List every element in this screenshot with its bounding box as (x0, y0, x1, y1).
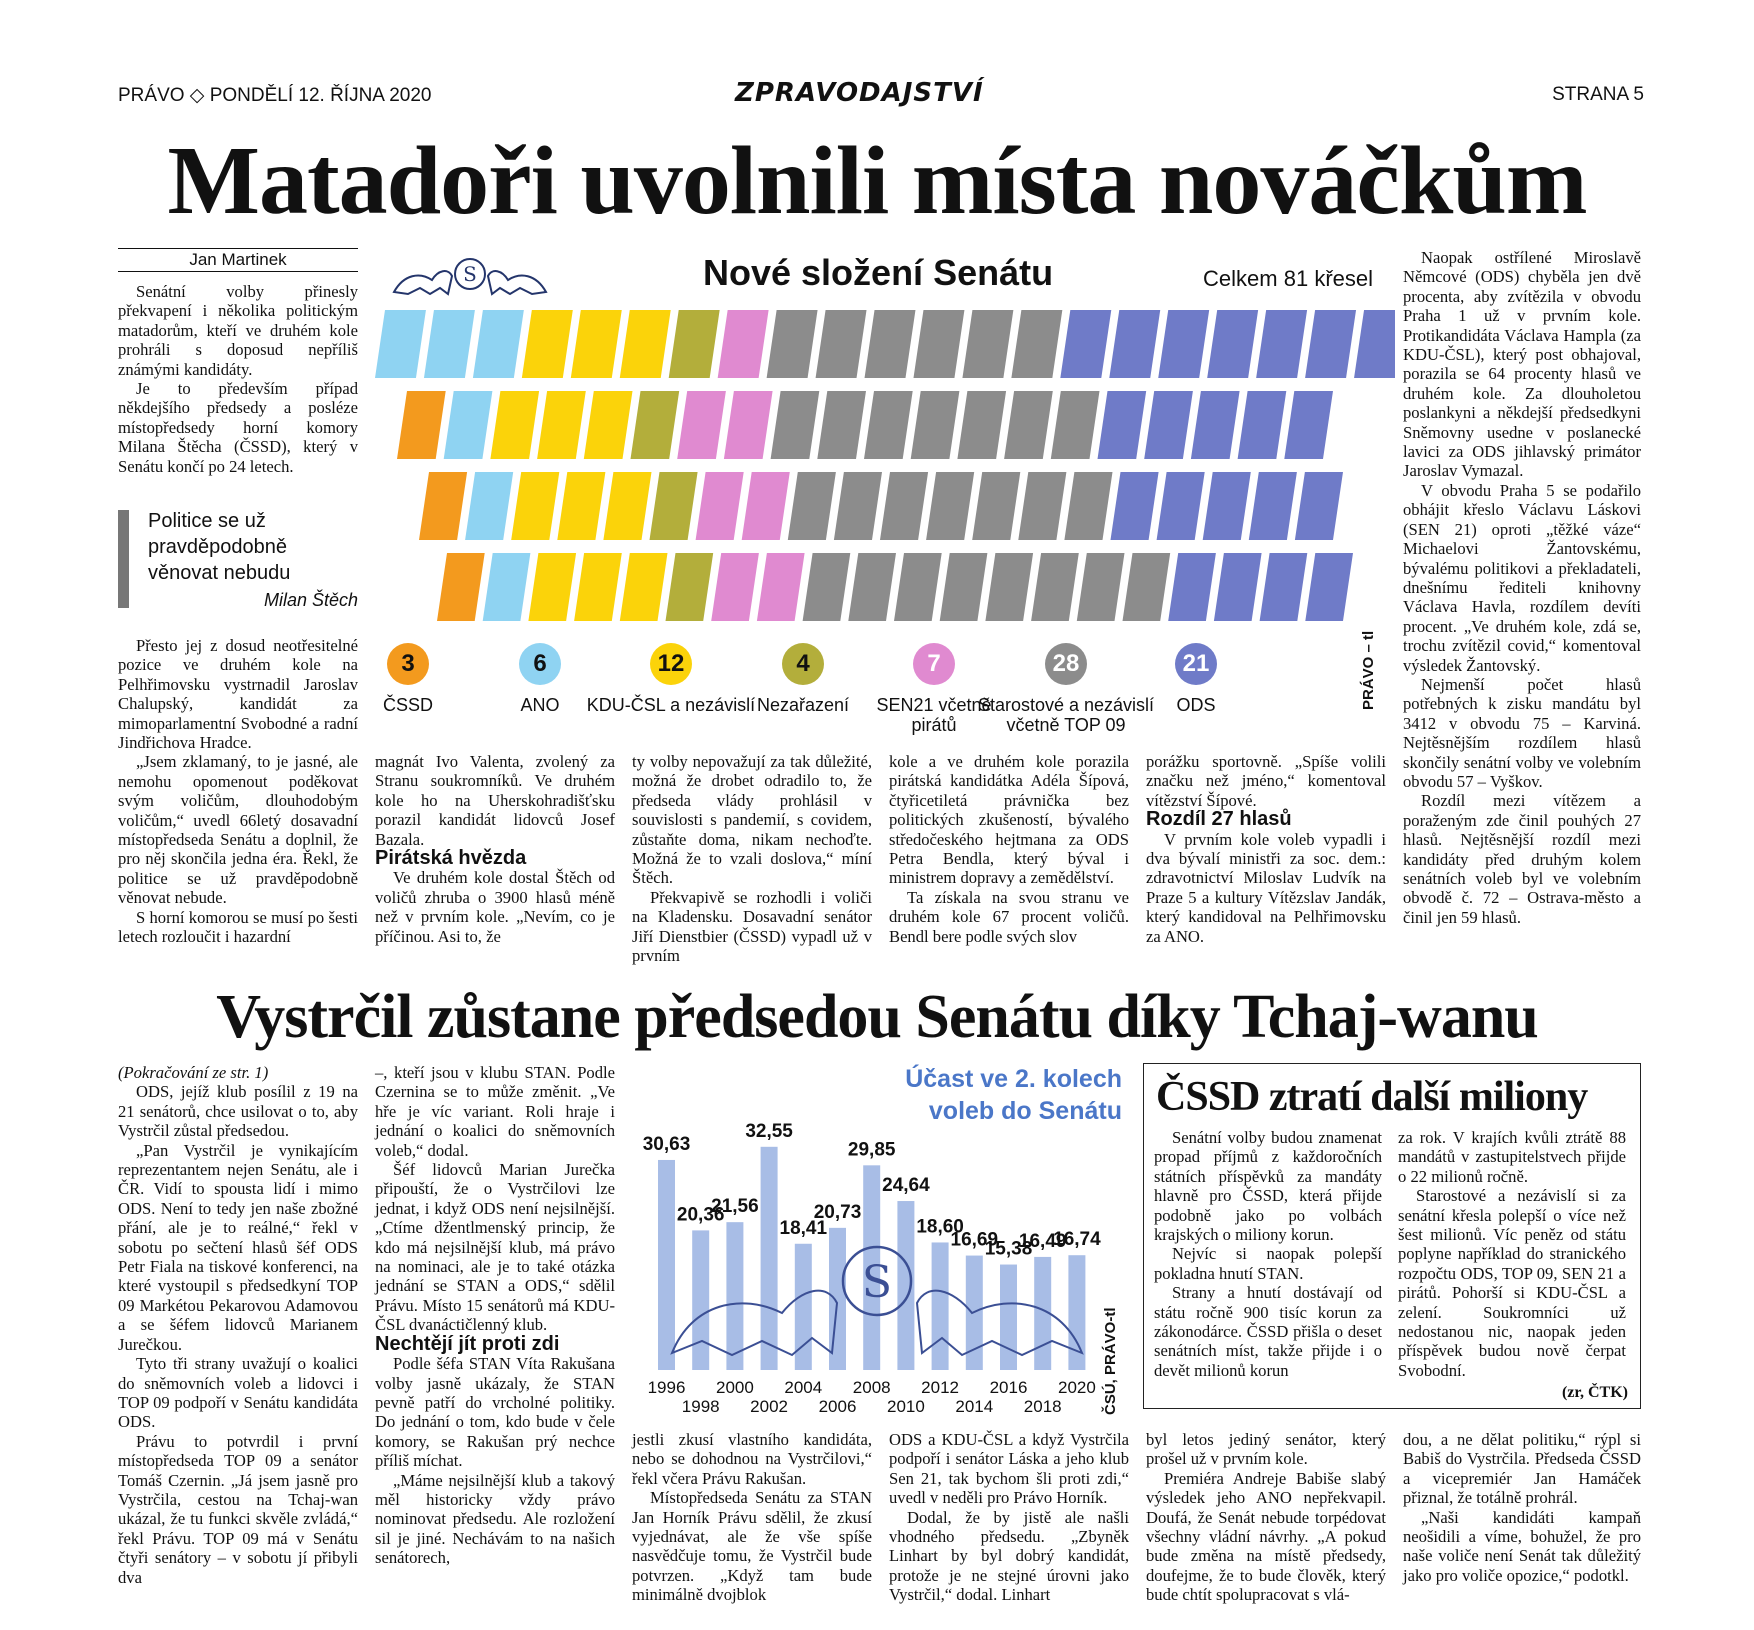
seat-block-stan (1011, 310, 1062, 378)
paragraph: „Pan Vystrčil je vynikajícím reprezentantem nejen Senátu, ale i ČR. Vidí to spousta lidí i mimo ODS. Není to tedy jen naše zbožné přání, ale je to reálné,“ řekl v sobotu po sečtení hlasů šéf ODS Petr Fiala na tiskové konferenci, na které vystoupil s předsedkyní TOP 09 Markétou Pekarovou Adamovou a se šéfem lidovců Marianem Jurečkou. (118, 1140, 358, 1354)
seat-block-ano (483, 553, 531, 621)
seat-block-ano (465, 472, 513, 540)
article1-column-6 (1403, 248, 1641, 927)
article2-column-3 (632, 1430, 872, 1605)
article2-column-5 (1146, 1430, 1386, 1605)
paragraph: Podle šéfa STAN Víta Rakušana volby jasně ukázaly, že STAN pevně patří do vrcholné politiky. Do jednání o tom, kdo bude v čele komory, se Rakušan prý nechce příliš míchat. (375, 1354, 615, 1471)
article2-column-1 (118, 1063, 358, 1587)
seat-block-stan (962, 310, 1013, 378)
chart-year-label: 1998 (681, 1397, 720, 1416)
seat-block-stan (767, 310, 818, 378)
seat-block-stan (864, 391, 913, 459)
paragraph: za rok. V krajích kvůli ztrátě 88 mandátů v zastupitelstvech přijde o 22 milionů ročně. (1398, 1128, 1626, 1186)
seat-block-ods (1109, 310, 1160, 378)
seat-block-ano (424, 310, 475, 378)
graphic-source: PRÁVO – tl (1360, 630, 1377, 710)
chart-year-label: 2018 (1023, 1397, 1062, 1416)
paragraph: Premiéra Andreje Babiše slabý výsledek jeho ANO nepřekvapil. Doufá, že Senát nebude torpédovat všechny vládní návrhy. „A pokud bude změna na místě předsedy, doufejme, že to bude člověk, který bude chtít spolupracovat s vlá- (1146, 1468, 1386, 1605)
seat-block-stan (817, 391, 866, 459)
graphic-total: Celkem 81 křesel (1203, 266, 1373, 291)
article1-column-3 (632, 752, 872, 965)
paragraph: ty volby nepovažují za tak důležité, možná že drobet odradilo to, že předseda vlády prohlásil v souvislosti s pandemií, s covidem, zůstaňte doma, nikam nechoďte. Možná že to vzali doslova,“ míní Štěch. (632, 752, 872, 888)
subheading: Pirátská hvězda (375, 847, 527, 870)
article1-author: Jan Martinek (118, 248, 358, 272)
chart-data-label: 18,41 (779, 1217, 828, 1239)
seat-block-kdu (584, 391, 633, 459)
party-count-badge: 4 (782, 643, 824, 685)
seat-block-cssd (397, 391, 446, 459)
seat-block-sen21 (757, 553, 805, 621)
chart-data-label: 16,69 (950, 1229, 999, 1251)
chart-data-label: 18,60 (916, 1216, 964, 1238)
chart-year-label: 2006 (818, 1397, 857, 1416)
seat-block-stan (957, 391, 1006, 459)
seat-block-ods (1158, 310, 1209, 378)
seat-block-ods (1256, 310, 1307, 378)
paragraph: porážku sportovně. „Spíše volili značku než jméno,“ komentoval vítězství Šípové. (1146, 752, 1386, 810)
seat-block-kdu (571, 310, 622, 378)
seat-block-ano (473, 310, 524, 378)
chart-year-label: 2012 (921, 1378, 960, 1397)
senate-graphic (375, 248, 1395, 738)
seat-block-sen21 (711, 553, 759, 621)
paragraph: S horní komorou se musí po šesti letech rozloučit i hazardní (118, 907, 358, 947)
seat-block-kdu (511, 472, 559, 540)
quote-bar (118, 510, 129, 608)
chart-year-label: 2004 (784, 1378, 823, 1397)
seat-block-ods (1203, 472, 1251, 540)
paragraph: Místopředseda Senátu za STAN Jan Horník Právu sdělil, že zkusí vyjednávat, ale že vše spíše nasvědčuje tomu, že Vystrčil bude potvrzen. „Když tam bude minimálně dvojblok (632, 1488, 872, 1605)
seat-block-sen21 (718, 310, 769, 378)
chart-bar (761, 1147, 778, 1370)
seat-block-stan (816, 310, 867, 378)
seat-block-kdu (528, 553, 576, 621)
party-label: KDU-ČSL a nezávislí (586, 695, 756, 715)
party-label: Nezařazení (756, 695, 850, 715)
chart-data-label: 24,64 (882, 1175, 930, 1197)
article1-column-5 (1146, 752, 1386, 946)
seat-block-kdu (620, 310, 671, 378)
seat-block-ano (444, 391, 493, 459)
seat-block-ods (1249, 472, 1297, 540)
chart-data-label: 16,74 (1053, 1229, 1101, 1251)
chart-year-label: 2008 (852, 1378, 891, 1397)
chart-year-label: 2010 (886, 1397, 925, 1416)
seat-block-stan (803, 553, 851, 621)
party-count-badge: 3 (387, 643, 429, 685)
chart-year-label: 2020 (1057, 1378, 1096, 1397)
party-label: ODS (1176, 695, 1216, 715)
party-legend (375, 643, 1375, 738)
party-label: ANO (520, 695, 560, 715)
article2-headline: Vystrčil zůstane předsedou Senátu díky Tchaj-wanu (216, 983, 1538, 1051)
party-count-badge: 28 (1045, 643, 1087, 685)
chart-source: ČSÚ, PRÁVO-tl (1102, 1307, 1119, 1415)
seat-block-kdu (574, 553, 622, 621)
seat-block-ods (1295, 472, 1343, 540)
article1-column-4 (889, 752, 1129, 946)
seat-block-cssd (419, 472, 467, 540)
seat-block-stan (913, 310, 964, 378)
chart-data-label: 16,49 (1018, 1230, 1067, 1252)
chart-year-label: 2014 (955, 1397, 994, 1416)
seat-block-ods (1354, 310, 1395, 378)
paragraph: Dodal, že by jistě ale našli vhodného předsedu. „Zbyněk Linhart by byl dobrý kandidát, protože je ne stejné úrovni jako Vystrčil,“ dodal. Linhart (889, 1507, 1129, 1605)
party-count-badge: 7 (913, 643, 955, 685)
paragraph: magnát Ivo Valenta, zvolený za Stranu soukromníků. Ve druhém kole ho na Uherskohradišťsku porazil kandidát lidovců Josef Bazala. (375, 752, 615, 849)
chart-data-label: 21,56 (711, 1196, 759, 1218)
side-box (1143, 1063, 1641, 1409)
chart-bar (692, 1230, 709, 1370)
seat-block-ods (1191, 391, 1240, 459)
seat-block-ods (1144, 391, 1193, 459)
box-column-1 (1154, 1128, 1382, 1380)
seat-block-cssd (437, 553, 485, 621)
seat-blocks (375, 248, 1395, 628)
article1-column-1-continued (118, 636, 358, 947)
seat-block-stan (834, 472, 882, 540)
seat-block-stan (985, 553, 1033, 621)
box-signature: (zr, ČTK) (1561, 1384, 1628, 1401)
seat-block-stan (1064, 472, 1112, 540)
seat-block-nez (650, 472, 698, 540)
party-label: ČSSD (382, 695, 433, 715)
seat-block-stan (926, 472, 974, 540)
seat-block-sen21 (724, 391, 773, 459)
seat-block-ods (1305, 553, 1353, 621)
seat-block-stan (1004, 391, 1053, 459)
paragraph: Naopak ostřílené Miroslavě Němcové (ODS) chyběla jen dvě procenta, aby zvítězila v obvodu Praha 1 už v prvním kole. Protikandidáta Václava Hampla (za KDU-ČSL), který post obhajoval, porazila se 64 procenty hlasů ve druhém kole. Za dlouholetou poslankyni a někdejší předsedkyni Sněmovny usedne v poslanecké lavici za ODS jihlavský primátor Jaroslav Vymazal. (1403, 248, 1641, 481)
seat-block-ods (1214, 553, 1262, 621)
seat-block-stan (1051, 391, 1100, 459)
subheading: Nechtějí jít proti zdi (375, 1332, 560, 1355)
chart-data-label: 20,36 (676, 1204, 725, 1226)
box-title: ČSSD ztratí další miliony (1156, 1074, 1588, 1120)
seat-block-ano (375, 310, 426, 378)
seat-block-nez (631, 391, 680, 459)
seat-block-sen21 (696, 472, 744, 540)
party-label: Starostové a nezávislí včetně TOP 09 (977, 695, 1155, 735)
chart-bar (1000, 1265, 1017, 1370)
box-column-2 (1398, 1128, 1626, 1380)
seat-block-stan (940, 553, 988, 621)
seat-block-stan (1123, 553, 1171, 621)
party-count-badge: 6 (519, 643, 561, 685)
page-number: STRANA 5 (1552, 84, 1644, 105)
seat-block-stan (880, 472, 928, 540)
chart-year-label: 2002 (750, 1397, 789, 1416)
quote-author: Milan Štěch (263, 590, 358, 610)
paragraph: „Jsem zklamaný, to je jasné, ale nemohu opomenout poděkovat svým voličům, dlouhodobým voličům,“ uvedl 66letý dosavadní místopředseda Senátu a doplnil, že pro něj skončila jedna éra. Řekl, že politice se už pravděpodobně věnovat nebude. (118, 752, 358, 908)
chart-year-label: 1996 (647, 1378, 686, 1397)
seat-block-ods (1238, 391, 1287, 459)
continuation-note: (Pokračování ze str. 1) (118, 1063, 269, 1082)
paragraph: –, kteří jsou v klubu STAN. Podle Czernina se to může změnit. „Ve hře je víc variant. Roli hraje i jednání o koalici do sněmovních voleb,“ dodal. (375, 1063, 615, 1160)
seat-block-ods (1168, 553, 1216, 621)
seat-block-ods (1284, 391, 1333, 459)
chart-year-label: 2000 (715, 1378, 754, 1397)
article1-headline: Matadoři uvolnili místa nováčkům (167, 127, 1587, 235)
chart-bar (658, 1160, 675, 1370)
seat-block-stan (788, 472, 836, 540)
chart-title: Účast ve 2. kolech voleb do Senátu (905, 1065, 1122, 1125)
paragraph: jestli zkusí vlastního kandidáta, nebo se dohodnou na Vystrčilovi,“ řekl včera Právu Rakušan. (632, 1430, 872, 1488)
paragraph: Rozdíl mezi vítězem a poraženým zde činil pouhých 27 hlasů. Nejtěsnější rozdíl mezi kandidáty před druhým kolem senátních voleb byl ve volebním obvodě č. 72 – Ostrava-město a činil jen 59 hlasů. (1403, 791, 1641, 927)
seat-block-ods (1207, 310, 1258, 378)
seat-block-ods (1098, 391, 1147, 459)
paragraph: „Máme nejsilnější klub a takový měl historicky vždy právo nominovat předsedu. Ale rozložení sil je jiné. Nechávám to na našich senátorech, (375, 1470, 615, 1568)
paragraph: Právu to potvrdil i první místopředseda TOP 09 a senátor Tomáš Czernin. „Já jsem jasně pro Vystrčila, cestou na Tchaj-wan ukázal, že tu funkci skvěle zvládá,“ řekl Právu. TOP 09 má v Senátu čtyři senátory – v sobotu jí přibyli dva (118, 1431, 358, 1587)
seat-block-stan (848, 553, 896, 621)
article2-column-2 (375, 1063, 615, 1568)
seat-block-ods (1260, 553, 1308, 621)
paragraph: Ve druhém kole dostal Štěch od voličů zhruba o 3900 hlasů méně než v prvním kole. „Nevím, co je příčinou. Asi to, že (375, 868, 615, 946)
seat-block-nez (669, 310, 720, 378)
article2-column-6 (1403, 1430, 1641, 1585)
quote-text: Politice se už pravděpodobně věnovat nebudu (148, 510, 291, 584)
seat-block-kdu (537, 391, 586, 459)
chart-data-label: 30,63 (642, 1133, 691, 1155)
paragraph: Šéf lidovců Marian Jurečka připouští, že o Vystrčilovi lze jednat, i když ODS není nejsilnější. „Ctíme džentlmenský princip, že kdo má nejsilnější klub, má právo na nominaci, ale je to také otázka jednání se STAN a ODS,“ sdělil Právu. Místo 15 senátorů má KDU-ČSL dvanáctičlenný klub. (375, 1160, 615, 1335)
chart-data-label: 29,85 (847, 1139, 896, 1161)
seat-block-stan (894, 553, 942, 621)
chart-bar (932, 1242, 949, 1370)
section-title: ZPRAVODAJSTVÍ (735, 78, 984, 108)
chart-data-label: 20,73 (813, 1201, 862, 1223)
seat-block-kdu (490, 391, 539, 459)
seat-block-ods (1305, 310, 1356, 378)
seat-block-ods (1060, 310, 1111, 378)
svg-text:S: S (861, 1257, 893, 1308)
pull-quote (118, 508, 358, 608)
paragraph: Překvapivě se rozhodli i voliči na Kladensku. Dosavadní senátor Jiří Dienstbier (ČSSD) vypadl už v prvním (632, 887, 872, 966)
seat-block-ods (1111, 472, 1159, 540)
paragraph: V prvním kole voleb vypadli i dva bývalí ministři za soc. dem.: zdravotnictví Miloslav Ludvík na Praze 5 a kultury Vítězslav Jandák, který kandidoval na Pelhřimovsku za ANO. (1146, 829, 1386, 946)
seat-block-stan (1077, 553, 1125, 621)
page-date: PRÁVO ◇ PONDĚLÍ 12. ŘÍJNA 2020 (118, 85, 432, 106)
seat-block-sen21 (742, 472, 790, 540)
seat-block-kdu (522, 310, 573, 378)
seat-block-stan (911, 391, 960, 459)
seat-block-ods (1157, 472, 1205, 540)
seat-block-nez (666, 553, 714, 621)
party-count-badge: 12 (650, 643, 692, 685)
chart-data-label: 32,55 (745, 1120, 793, 1142)
paragraph: Je to především případ někdejšího předsedy a posléze místopředsedy horní komory Milana Štěcha (ČSSD), který v Senátu končí po 24 letech. (118, 379, 358, 476)
paragraph: Senátní volby přinesly překvapení i několika politickým matadorům, kteří ve druhém kole prohráli s doposud nepříliš známými kandidáty. (118, 282, 358, 379)
seat-block-kdu (557, 472, 605, 540)
seat-block-stan (771, 391, 820, 459)
paragraph: Nejvíc si naopak polepší pokladna hnutí STAN. (1154, 1244, 1382, 1283)
paragraph: „Naši kandidáti kampaň neošidili a víme, bohužel, že pro naše voliče není Senát tak důležitý jako pro voliče opozice,“ podotkl. (1403, 1507, 1641, 1585)
paragraph: Starostové a nezávislí si za senátní křesla polepší o více než šest milionů. Víc peněz od státu poplyne například do stranického rozpočtu ODS, TOP 09, SEN 21 a pirátů. Pohorší si KDU-ČSL a zelení. Soukromníci už nedostanou nic, naopak jeden příspěvek budou nově čerpat Svobodní. (1398, 1186, 1626, 1380)
party-count-badge: 21 (1175, 643, 1217, 685)
seat-block-sen21 (677, 391, 726, 459)
paragraph: Senátní volby budou znamenat propad příjmů z každoročních státních příspěvků za mandáty hlavně pro ČSSD, která přijde podobně jako po volbách krajských o miliony korun. (1154, 1128, 1382, 1245)
paragraph: Tyto tři strany uvažují o koalici do sněmovních voleb a lidovci i TOP 09 podpoří v Senátu kandidáta ODS. (118, 1354, 358, 1432)
seat-block-stan (1031, 553, 1079, 621)
paragraph: ODS, jejíž klub posílil z 19 na 21 senátorů, chce usilovat o to, aby Vystrčil zůstal předsedou. (118, 1082, 358, 1141)
article1-column-2 (375, 752, 615, 946)
turnout-chart (632, 1063, 1132, 1425)
seat-block-kdu (603, 472, 651, 540)
seat-block-stan (1018, 472, 1066, 540)
paragraph: ODS a KDU-ČSL a když Vystrčila podpoří i senátor Láska a jeho klub Sen 21, tak bychom šli proti zdi,“ uvedl v neděli pro Právo Horník. (889, 1430, 1129, 1508)
paragraph: dou, a ne dělat politiku,“ rýpl si Babiš do Vystrčila. Předseda ČSSD a vicepremiér Jan Hamáček přiznal, že totálně prohrál. (1403, 1430, 1641, 1508)
party-label: SEN21 včetně pirátů (876, 695, 992, 735)
paragraph: V obvodu Praha 5 se podařilo obhájit křeslo Václavu Láskovi (SEN 21) oproti „těžké váze“ Michaelovi Žantovskému, bývalému politikovi a překladateli, dnešnímu řediteli knihovny Václava Havla, rozdílem devíti procent. „Ve druhém kole, zdá se, trochu zvítězil covid,“ komentoval výsledek Žantovský. (1403, 480, 1641, 675)
article1-column-1 (118, 282, 358, 476)
chart-data-label: 15,38 (984, 1238, 1033, 1260)
paragraph: byl letos jediný senátor, který prošel už v prvním kole. (1146, 1430, 1386, 1469)
paragraph: Přesto jej z dosud neotřesitelné pozice ve druhém kole na Pelhřimovsku vystrnadil Jaroslav Chalupský, kandidát za mimoparlamentní Svobodné a radní Jindřichova Hradce. (118, 636, 358, 753)
seat-block-kdu (620, 553, 668, 621)
chart-year-label: 2016 (989, 1378, 1028, 1397)
paragraph: Strany a hnutí dostávají od státu ročně 900 tisíc korun za zákonodárce. ČSSD přišla o deset senátních míst, takže přijde i o devět milionů korun (1154, 1283, 1382, 1380)
paragraph: Ta získala na svou stranu ve druhém kole 67 procent voličů. Bendl bere podle svých slov (889, 887, 1129, 946)
graphic-title: Nové složení Senátu (703, 252, 1054, 293)
chart-bar (726, 1222, 743, 1370)
seat-block-stan (865, 310, 916, 378)
svg-text:S: S (463, 262, 477, 286)
seat-block-stan (972, 472, 1020, 540)
paragraph: Nejmenší počet hlasů potřebných k zisku mandátu byl 3412 v obvodu 75 – Karviná. Nejtěsnějším rozdílem hlasů skončily senátní volby ve volebním obvodu 57 – Vyškov. (1403, 674, 1641, 791)
article2-column-4 (889, 1430, 1129, 1605)
paragraph: kole a ve druhém kole porazila pirátská kandidátka Adéla Šípová, čtyřicetiletá právnička bez politických zkušeností, bývalého středočeského hejtmana za ODS Petra Bendla, který býval i ministrem dopravy a zemědělství. (889, 752, 1129, 888)
subheading: Rozdíl 27 hlasů (1146, 808, 1292, 831)
